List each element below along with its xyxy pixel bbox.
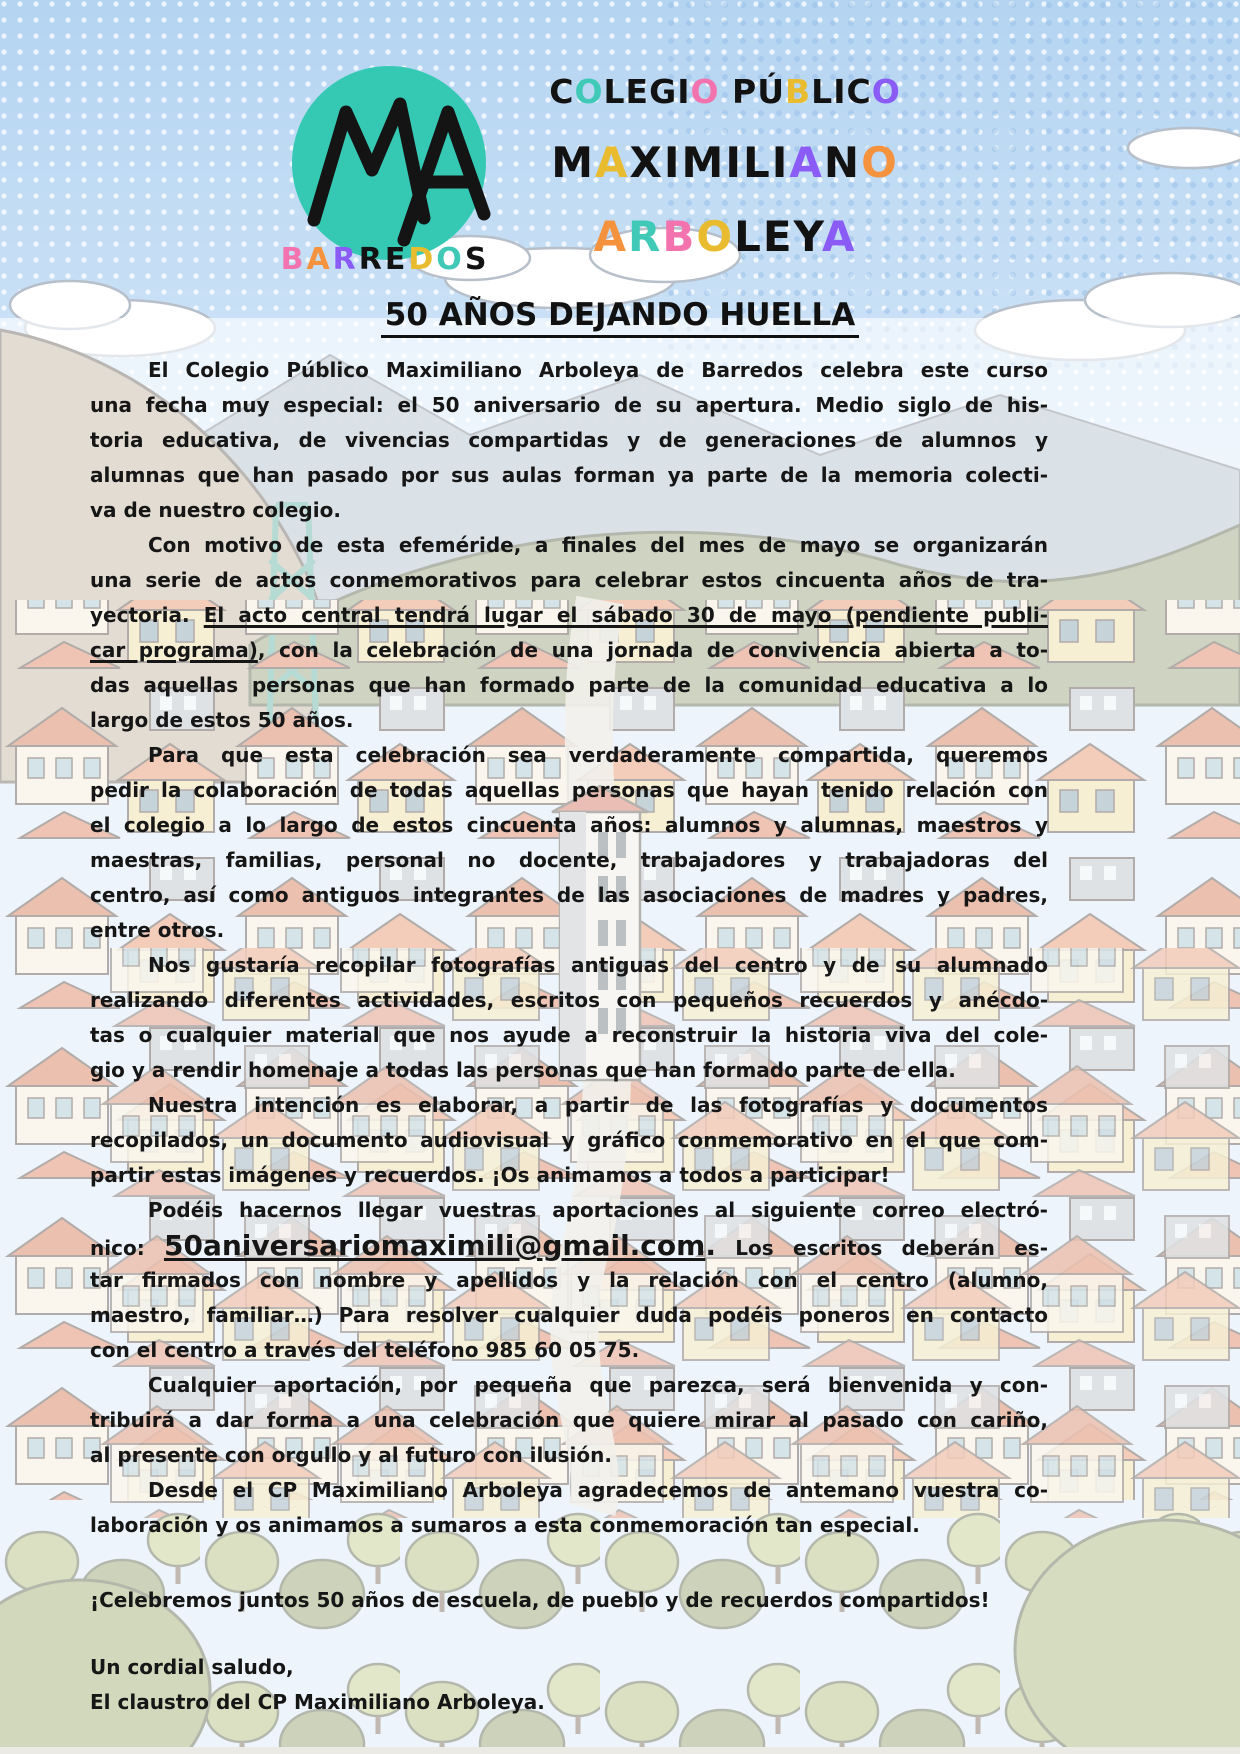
text-line [90,668,1048,703]
letter: A [593,212,629,261]
logo-circle [292,66,486,260]
letter: O [574,72,604,111]
text-line [90,1263,1048,1298]
text-line [90,598,1048,633]
text-line [90,1123,1048,1158]
text-line [90,388,1048,423]
text-segment: Nuestra intención es elaborar, a partir de las fotografías y documentos [148,1093,1048,1117]
text-segment: , con la celebración de una jornada de convivencia abierta a to- [257,638,1048,662]
letter: A [821,212,857,261]
school-name-line-1 [510,72,940,111]
letter: I [663,138,682,187]
letter: I [771,138,790,187]
text-segment: tribuirá a dar forma a una celebración que quiere mirar al pasado con cariño, [90,1408,1048,1432]
letter: M [681,138,726,187]
text-segment: Para que esta celebración sea verdaderamente compartida, queremos [148,743,1048,767]
paragraph [90,353,1048,528]
text-line [90,528,1048,563]
paragraph [90,1193,1048,1368]
text-segment: tar firmados con nombre y apellidos y la relación con el centro (alumno, [90,1268,1048,1292]
text-segment: maestro, familiar…) Para resolver cualquier duda podéis poneros en contacto [90,1303,1048,1327]
school-name-line-3 [510,212,940,261]
letter: O [871,72,901,111]
text-segment: maestras, familias, personal no docente, trabajadores y trabajadoras del [90,848,1048,872]
letter: I [833,72,847,111]
text-line [90,703,1048,738]
text-line [90,1508,1048,1543]
text-line [90,493,1048,528]
text-segment: car programa) [90,638,258,662]
text-line [90,1403,1048,1438]
text-segment: . [705,1229,716,1262]
text-segment: das aquellas personas que han formado parte de la comunidad educativa a lo [90,673,1048,697]
text-line [90,633,1048,668]
paragraph [90,1368,1048,1473]
text-segment: toria educativa, de vivencias compartidas y de generaciones de alumnos y [90,428,1048,452]
text-segment: El Colegio Público Maximiliano Arboleya de Barredos celebra este curso [148,358,1048,382]
text-segment: laboración y os animamos a sumaros a esta conmemoración tan especial. [90,1513,920,1537]
text-segment: va de nuestro colegio. [90,498,341,522]
text-line [90,843,1048,878]
text-line [90,353,1048,388]
text-segment: realizando diferentes actividades, escritos con pequeños recuerdos y anécdo- [90,988,1048,1012]
text-segment: el colegio a lo largo de estos cincuenta años: alumnos y alumnas, maestros y [90,813,1048,837]
letter: G [649,72,678,111]
letter: Y [793,212,822,261]
letter: O [861,138,899,187]
text-segment: al presente con orgullo y al futuro con ilusión. [90,1443,612,1467]
text-segment: una fecha muy especial: el 50 aniversario de su apertura. Medio siglo de his- [90,393,1048,417]
letter: I [725,138,743,187]
text-line [90,983,1048,1018]
letter: P [732,72,758,111]
text-segment: Cualquier aportación, por pequeña que parezca, será bienvenida y con- [148,1373,1048,1397]
text-line [90,1368,1048,1403]
text-line [90,1583,1048,1618]
text-line [90,878,1048,913]
letter: E [625,72,650,111]
text-segment: con el centro a través del teléfono 985 60 05 75. [90,1338,640,1362]
letter: L [811,72,834,111]
paragraph [90,1650,1048,1720]
letter: O [690,72,720,111]
letter: D [408,242,437,277]
text-segment: Los escritos deberán es- [715,1236,1048,1260]
letter: R [628,212,663,261]
text-line [90,1438,1048,1473]
letter [720,72,733,111]
text-segment: El claustro del CP Maximiliano Arboleya. [90,1690,545,1714]
letter: C [846,72,872,111]
text-segment: ¡Celebremos juntos 50 años de escuela, de pueblo y de recuerdos compartidos! [90,1588,990,1612]
text-segment: largo de estos 50 años. [90,708,354,732]
text-segment: Nos gustaría recopilar fotografías antiguas del centro y de su alumnado [148,953,1048,977]
text-line [90,563,1048,598]
text-line [90,1053,1048,1088]
text-line [90,948,1048,983]
text-line [90,1685,1048,1720]
page-title: 50 AÑOS DEJANDO HUELLA [70,297,1170,333]
text-segment: partir estas imágenes y recuerdos. ¡Os animamos a todos a participar! [90,1163,890,1187]
text-line [90,1298,1048,1333]
letter: A [595,138,630,187]
paragraph [90,948,1048,1088]
text-segment: El acto central tendrá lugar el sábado 30 de mayo (pendiente publi- [203,603,1048,627]
letter: I [677,72,691,111]
letter: E [384,242,409,277]
text-segment: nico: [90,1236,165,1260]
text-segment: centro, así como antiguos integrantes de las asociaciones de madres y padres, [90,883,1048,907]
body-text [90,353,1048,1720]
text-line [90,1018,1048,1053]
text-segment: alumnas que han pasado por sus aulas forman ya parte de la memoria colecti- [90,463,1048,487]
letter: O [696,212,735,261]
letter: B [280,242,307,277]
text-line [90,423,1048,458]
text-segment: recopilados, un documento audiovisual y gráfico conmemorativo en el que com- [90,1128,1048,1152]
text-line [90,1473,1048,1508]
letter: B [662,212,697,261]
text-line [90,1333,1048,1368]
letter: X [629,138,664,187]
letter: A [306,242,333,277]
letter: E [762,212,794,261]
text-line [90,773,1048,808]
letter: R [332,242,359,277]
letter: A [789,138,824,187]
text-segment: pedir la colaboración de todas aquellas personas que hayan tenido relación con [90,778,1048,802]
letter: N [823,138,862,187]
paragraph [90,1473,1048,1543]
paragraph [90,738,1048,948]
letter: O [436,242,465,277]
letter: M [551,138,595,187]
text-segment: yectoria. [90,603,204,627]
paragraph [90,1088,1048,1193]
letter: B [785,72,812,111]
text-line [90,1158,1048,1193]
text-line [90,458,1048,493]
letter: R [358,242,385,277]
text-segment: Un cordial saludo, [90,1655,294,1679]
text-line [90,1650,1048,1685]
text-segment: entre otros. [90,918,225,942]
text-segment: Con motivo de esta efeméride, a finales del mes de mayo se organizarán [148,533,1048,557]
text-segment: tas o cualquier material que nos ayude a reconstruir la historia viva del cole- [90,1023,1048,1047]
letter: S [464,242,490,277]
letter: L [603,72,626,111]
letter: L [734,212,763,261]
letter: Ú [757,72,786,111]
text-segment: Desde el CP Maximiliano Arboleya agradecemos de antemano vuestra co- [148,1478,1048,1502]
text-line [90,808,1048,843]
text-line [90,1088,1048,1123]
paragraph [90,528,1048,738]
email-link[interactable]: 50aniversariomaximili@gmail.com [164,1229,706,1262]
text-line [90,1228,1048,1263]
logo-caption-barredos [255,242,515,277]
text-segment: una serie de actos conmemorativos para celebrar estos cincuenta años de tra- [90,568,1048,592]
paragraph [90,1583,1048,1618]
letter: L [742,138,772,187]
text-line [90,1193,1048,1228]
school-name-line-2 [510,138,940,187]
text-line [90,913,1048,948]
letter: C [549,72,575,111]
text-line [90,738,1048,773]
text-segment: gio y a rendir homenaje a todas las personas que han formado parte de ella. [90,1058,956,1082]
text-segment: Podéis hacernos llegar vuestras aportaciones al siguiente correo electró- [148,1198,1048,1222]
